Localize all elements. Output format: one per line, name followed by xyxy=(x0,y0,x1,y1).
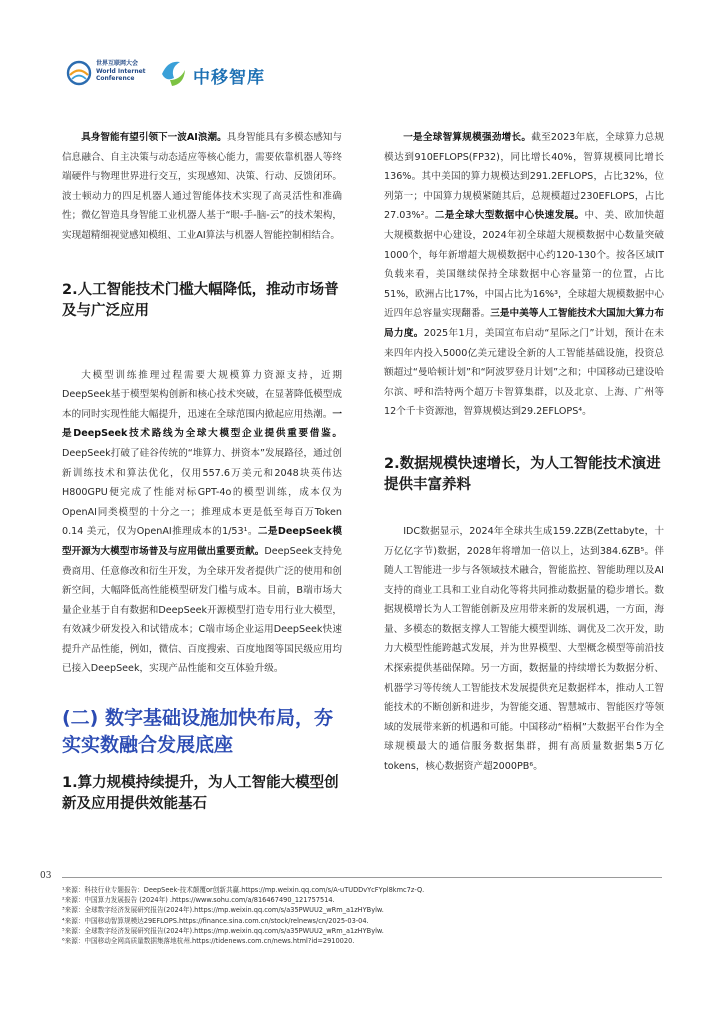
brand-name: 中移智库 xyxy=(193,68,265,88)
section-heading-ai-threshold: 2.人工智能技术门槛大幅降低，推动市场普及与广泛应用 xyxy=(62,281,339,319)
text-data-centers: 中、美、欧加快超大规模数据中心建设，2024年初全球超大规模数据中心数量突破1000个，每年新增超大规模数据中心约120-130个。按各区域IT负载来看，美国继续保持全球数据中心容量第一的位置，占比51%，欧洲占比17%，中国占比为16%³，全球超大规模数据中心近四年总容量实现翻番。 xyxy=(384,210,664,320)
paragraph-embodied-ai xyxy=(62,128,342,246)
page-number: 03 xyxy=(40,871,52,881)
wic-name-cn: 世界互联网大会 xyxy=(96,60,139,67)
footnote: ²来源：中国算力发展报告 (2024年) .https://www.sohu.com/a/816467490_121757514. xyxy=(62,896,335,905)
text-global-compute: 截至2023年底，全球算力总规模达到910EFLOPS(FP32)，同比增长40%，智算规模同比增长136%。其中美国的算力规模达到291.2EFLOPS，占比32%，位列第一；中国算力规模紧随其后，总规模超过230EFLOPS，占比27.03%²。 xyxy=(384,132,664,222)
footer-divider xyxy=(62,877,662,878)
lead-global-compute: 一是全球智算规模强劲增长。 xyxy=(403,132,532,143)
lead-embodied-ai: 具身智能有望引领下一波AI浪潮。 xyxy=(81,132,227,143)
footnote: ⁵来源：全球数字经济发展研究报告(2024年).https://mp.weixin.qq.com/s/a35PWUU2_wRm_a1zHYBylw. xyxy=(62,926,384,935)
footnote: ¹来源：科技行业专题报告：DeepSeek-技术颠覆or创新共赢.https://mp.weixin.qq.com/s/A-uTUDDvYcFYpl8kmc7z-Q. xyxy=(62,886,425,894)
paragraph-deepseek xyxy=(62,366,342,680)
footnotes xyxy=(62,885,662,946)
world-internet-conference-logo-icon xyxy=(66,60,92,86)
section-heading-data-scale: 2.数据规模快速增长，为人工智能技术演进提供丰富养料 xyxy=(384,455,661,493)
wic-text-block xyxy=(96,60,146,83)
chapter-heading-digital-infrastructure: (二) 数字基础设施加快布局，夯实实数融合发展底座 xyxy=(62,707,333,757)
text-deepseek-intro: 大模型训练推理过程需要大规模算力资源支持，近期DeepSeek基于模型架构创新和核心技术突破，在显著降低模型成本的同时实现性能大幅提升，迅速在全球范围内掀起应用热潮。 xyxy=(62,369,342,420)
left-column xyxy=(62,128,342,815)
china-mobile-think-tank-logo-icon xyxy=(158,56,188,92)
text-deepseek-cost: DeepSeek打破了硅谷传统的“堆算力、拼资本”发展路径，通过创新训练技术和算法优化，仅用557.6万美元和2048块英伟达H800GPU便完成了性能对标GPT-4o的模型训练，成本仅为OpenAI同类模型的十分之一；推理成本更是低至每百万Token 0.14 美元，仅为OpenAI推理成本的1/53¹。 xyxy=(62,447,342,538)
paragraph-compute xyxy=(384,128,664,422)
section-heading-compute-scale: 1.算力规模持续提升，为人工智能大模型创新及应用提供效能基石 xyxy=(62,775,339,813)
lead-deepseek-route: 一是DeepSeek技术路线为全球大模型企业提供重要借鉴。 xyxy=(62,408,342,440)
lead-data-centers: 二是全球大型数据中心快速发展。 xyxy=(434,210,585,222)
footnote: ⁴来源：中国移动智算规模达29EFLOPS.https://finance.sina.com.cn/stock/relnews/cn/2025-03-04. xyxy=(62,916,369,925)
wic-name-en-2: Conference xyxy=(96,75,135,82)
paragraph-data-scale: IDC数据显示，2024年全球共生成159.2ZB(Zettabyte，十万亿亿字节)数据，2028年将增加一倍以上，达到384.6ZB⁵。伴随人工智能进一步与各领域技术融合，智能监控、智能助理以及AI支持的商业工具和工业自动化等将共同推动数据量的稳步增长。数据规模增长为人工智能创新及应用带来新的发展机遇，一方面，海量、多模态的数据支撑人工智能大模型训练、调优及二次开发，助力大模型性能跨越式发展，并为世界模型、大型概念模型等前沿技术探索提供基础保障。另一方面，数据量的持续增长为数据分析、机器学习等传统人工智能技术发展提供充足数据样本，推动人工智能技术的不断创新和进步，为智能交通、智慧城市、智能医疗等领域的发展带来新的机遇和可能。中国移动“梧桐”大数据平台作为全球规模最大的通信服务数据集群，拥有高质量数据集5万亿tokens，核心数据资产超2000PB⁶。 xyxy=(384,525,664,773)
right-column xyxy=(384,128,664,777)
footnote: ³来源：全球数字经济发展研究报告(2024年).https://mp.weixin.qq.com/s/a35PWUU2_wRm_a1zHYBylw. xyxy=(62,906,384,915)
text-embodied-ai: 具身智能具有多模态感知与信息融合、自主决策与动态适应等核心能力，需要依靠机器人等终端硬件与物理世界进行交互，实现感知、决策、行动、反馈闭环。波士顿动力的四足机器人通过智能体技术实现了高灵活性和准确性；微亿智造具身智能工业机器人基于“眼-手-脑-云”的技术架构，实现超精细视觉感知模组、工业AI算法与机器人智能控制相结合。 xyxy=(62,132,343,241)
lead-deepseek-open-source: 二是DeepSeek模型开源为大模型市场普及与应用做出重要贡献。 xyxy=(62,526,342,557)
wic-name-en-1: World Internet xyxy=(96,67,146,75)
lead-compute-layout: 三是中美等人工智能技术大国加大算力布局力度。 xyxy=(384,308,665,339)
page-header xyxy=(66,56,366,96)
footnote: ⁶来源：中国移动全网高质量数据集落地杭州.https://tidenews.com.cn/news.html?id=2910020. xyxy=(62,937,355,946)
text-deepseek-apps: DeepSeek支持免费商用、任意修改和衍生开发，为全球开发者提供广泛的使用和创新空间，大幅降低高性能模型研发门槛与成本。目前，B端市场大量企业基于自有数据和DeepSeek开源模型打造专用行业大模型，有效减少研发投入和试错成本；C端市场企业运用DeepSeek快速提升产品性能，例如，微信、百度搜索、百度地图等国民级应用均已接入DeepSeek，实现产品性能和交互体验升级。 xyxy=(62,545,342,675)
text-compute-layout: 2025年1月，美国宣布启动“星际之门”计划，预计在未来四年内投入5000亿美元建设全新的人工智能基础设施，投资总额超过“曼哈顿计划”和“阿波罗登月计划”之和；中国移动已建设哈尔滨、呼和浩特两个超万卡智算集群，以及北京、上海、广州等12个千卡资源池，智算规模达到29.2EFLOPS⁴。 xyxy=(384,327,664,418)
